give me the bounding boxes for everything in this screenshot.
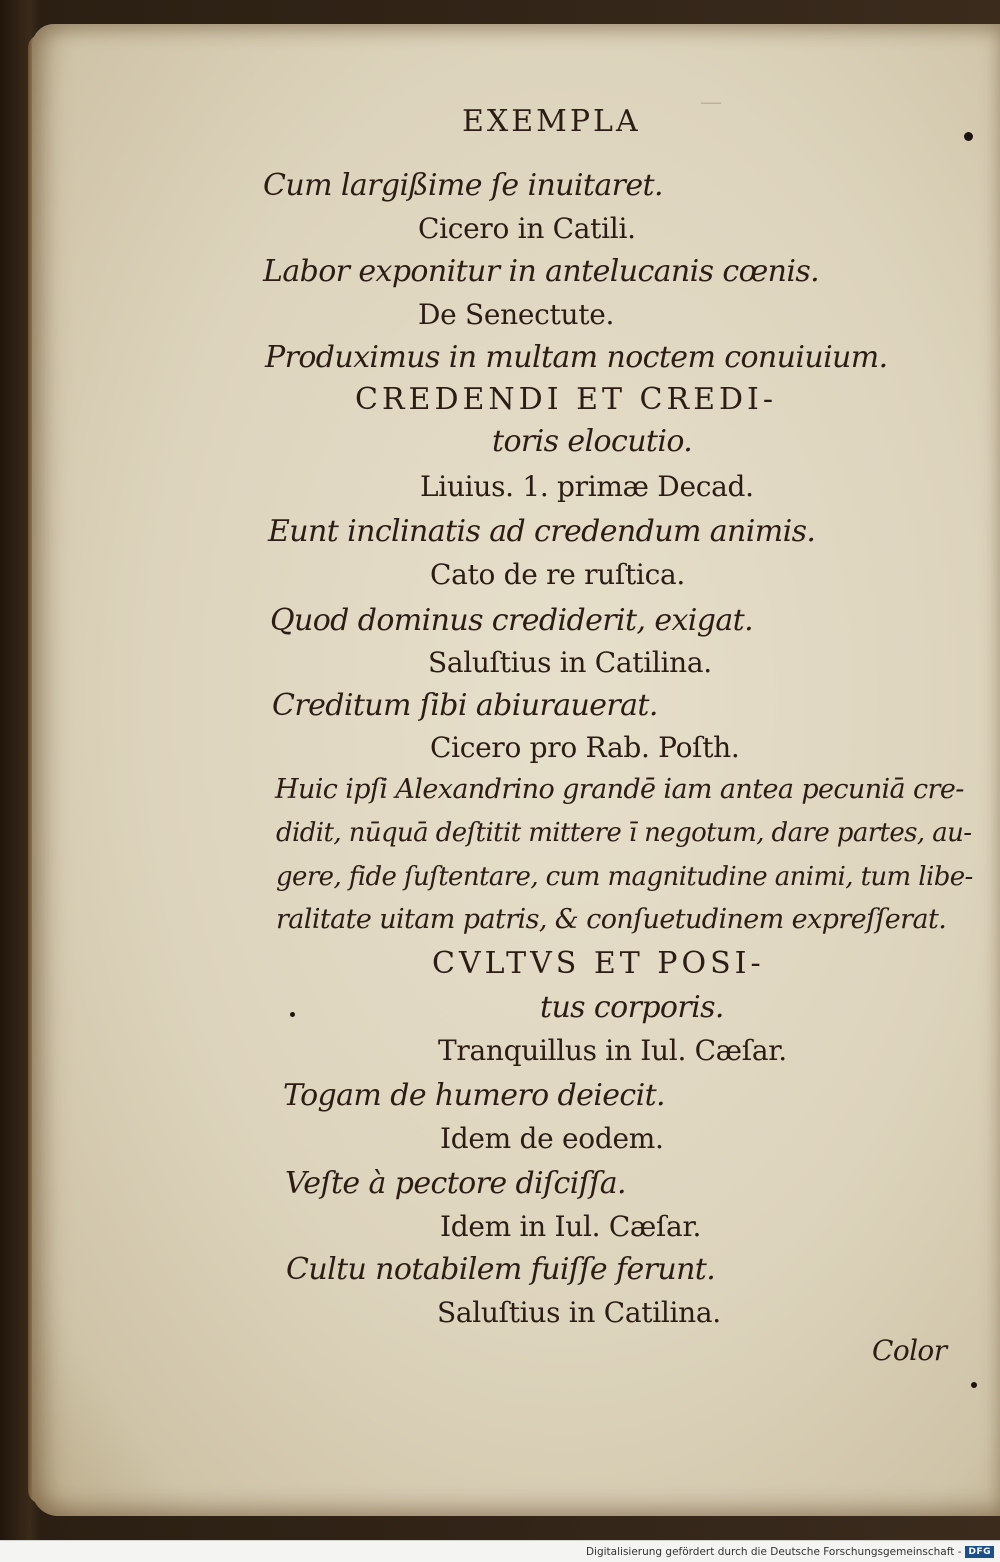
citation-line: Cato de re ruſtica.: [430, 558, 685, 591]
text-line: Quod dominus crediderit, exigat.: [270, 603, 754, 638]
citation-line: Cicero pro Rab. Poſth.: [430, 731, 740, 764]
ink-speck: [290, 1012, 295, 1017]
footer-bar: [0, 1540, 1000, 1562]
section-heading-cont: tus corporis.: [540, 990, 724, 1025]
citation-line: Saluſtius in Catilina.: [428, 646, 712, 679]
text-line: Togam de humero deiecit.: [283, 1078, 665, 1113]
dfg-logo: DFG: [965, 1546, 994, 1558]
citation-line: Tranquillus in Iul. Cæſar.: [438, 1034, 787, 1067]
text-line: didit, nūquā deſtitit mittere ī negotum, dare partes, au-: [276, 818, 972, 848]
running-header: EXEMPLA: [462, 104, 641, 139]
book-page: [32, 24, 1000, 1516]
show-through: —: [700, 90, 722, 115]
text-line: Veſte à pectore diſciſſa.: [285, 1166, 626, 1201]
section-heading: CVLTVS ET POSI-: [432, 946, 765, 981]
text-line: Huic ipſi Alexandrino grandē iam antea pecuniā cre-: [275, 774, 964, 805]
citation-line: Idem de eodem.: [440, 1122, 664, 1155]
text-line: Creditum ſibi abiurauerat.: [272, 688, 658, 723]
text-line: ralitate uitam patris, & conſuetudinem expreſſerat.: [276, 904, 947, 935]
section-heading-cont: toris elocutio.: [492, 424, 693, 459]
footer-credit: Digitalisierung gefördert durch die Deutsche Forschungsgemeinschaft -: [585, 1545, 962, 1558]
citation-line: Saluſtius in Catilina.: [437, 1296, 721, 1329]
section-heading: CREDENDI ET CREDI-: [355, 382, 778, 417]
citation-line: De Senectute.: [418, 298, 615, 331]
text-line: Cultu notabilem fuiſſe ferunt.: [286, 1252, 716, 1287]
text-line: Eunt inclinatis ad credendum animis.: [268, 514, 816, 549]
citation-line: Liuius. 1. primæ Decad.: [420, 470, 754, 503]
text-line: gere, fide ſuſtentare, cum magnitudine animi, tum libe-: [276, 862, 973, 892]
ink-speck: [964, 132, 973, 141]
text-line: Cum largißime ſe inuitaret.: [263, 168, 663, 203]
citation-line: Cicero in Catili.: [418, 212, 636, 245]
text-line: Labor exponitur in antelucanis cœnis.: [263, 254, 820, 289]
citation-line: Idem in Iul. Cæſar.: [440, 1210, 702, 1243]
text-line: Produximus in multam noctem conuiuium.: [265, 340, 888, 375]
catchword: Color: [872, 1334, 947, 1367]
ink-speck: [971, 1382, 977, 1388]
